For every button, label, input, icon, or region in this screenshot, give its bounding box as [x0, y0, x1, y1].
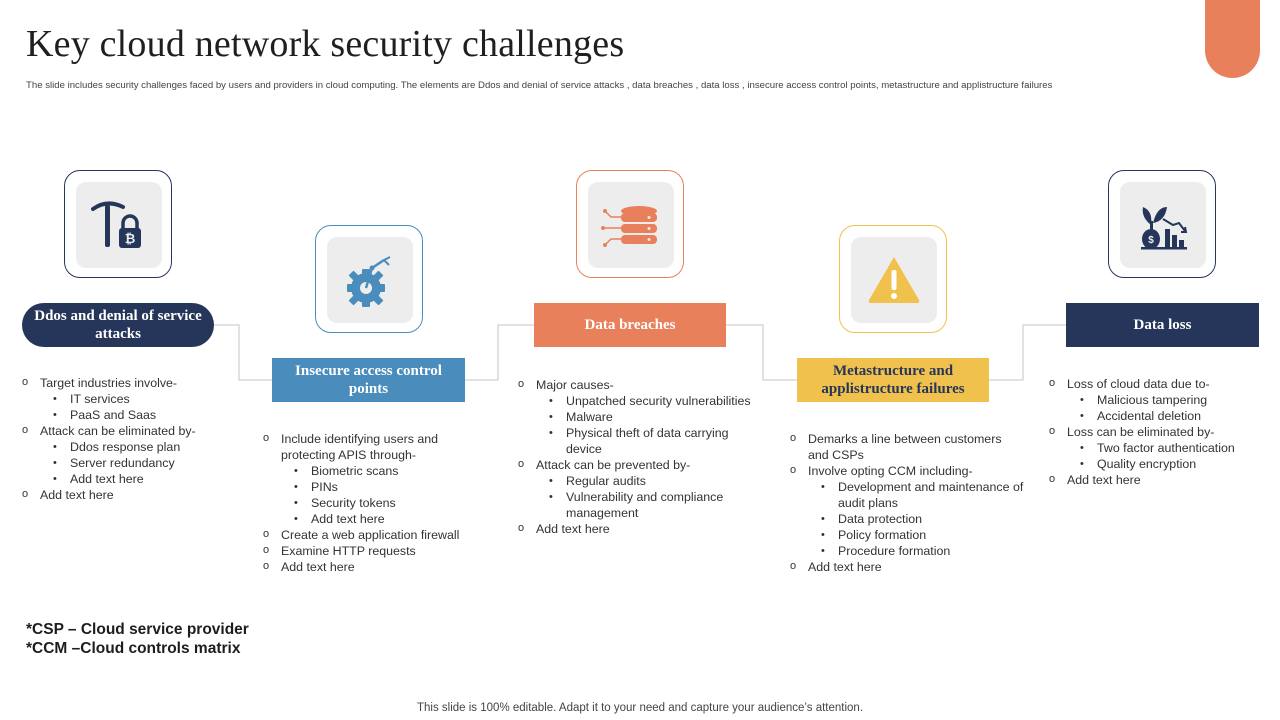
page-subtitle: The slide includes security challenges faced by users and providers in cloud computing. The elements are Ddos and denial of service attacks , data breaches , data loss , insecure access control points, metastructure and applistructure failures: [26, 80, 1053, 91]
list-subitem: • PINs: [281, 479, 483, 495]
footer-note: This slide is 100% editable. Adapt it to your need and capture your audience’s attention.: [416, 702, 864, 714]
label-data-loss: Data loss: [1066, 303, 1259, 347]
footnotes: [26, 620, 249, 658]
list-subitem: • Biometric scans: [281, 463, 483, 479]
ddos-icon-tile: [76, 182, 162, 268]
breach-icon-frame: [576, 170, 684, 278]
list-subitem: • Unpatched security vulnerabilities: [536, 393, 754, 409]
list-subitem: • IT services: [40, 391, 222, 407]
connector-3-4: [726, 325, 797, 380]
list-item: o Attack can be eliminated by- • Ddos response plan • Server redundancy • Add text here: [22, 423, 222, 487]
money-plant-decline-chart-icon: [1133, 195, 1193, 255]
gear-robot-arm-icon: [340, 250, 400, 310]
list-subitem: • Vulnerability and compliance management: [536, 489, 754, 521]
list-subitem: • Procedure formation: [808, 543, 1024, 559]
label-data-breaches: Data breaches: [534, 303, 726, 347]
data-loss-details: [1049, 376, 1264, 488]
list-item: o Add text here: [22, 487, 222, 503]
insecure-access-details: [263, 431, 483, 575]
page-title: Key cloud network security challenges: [26, 23, 625, 65]
list-subitem: • Security tokens: [281, 495, 483, 511]
ddos-details: [22, 375, 222, 503]
list-item: o Examine HTTP requests: [263, 543, 483, 559]
svg-text:₿: ₿: [124, 231, 136, 246]
pickaxe-lock-icon: [89, 195, 149, 255]
loss-icon-tile: [1120, 182, 1206, 268]
list-item: o Target industries involve- • IT services • PaaS and Saas: [22, 375, 222, 423]
list-subitem: • Development and maintenance of audit plans: [808, 479, 1024, 511]
list-subitem: • Regular audits: [536, 473, 754, 489]
list-subitem: • Server redundancy: [40, 455, 222, 471]
label-metastructure: Metastructure and applistructure failures: [797, 358, 989, 402]
database-network-icon: [599, 195, 663, 255]
list-subitem: • Add text here: [281, 511, 483, 527]
list-subitem: • Two factor authentication: [1067, 440, 1264, 456]
connector-1-2: [214, 325, 272, 380]
access-icon-frame: [315, 225, 423, 333]
list-item: o Major causes- • Unpatched security vulnerabilities • Malware • Physical theft of data carrying device: [518, 377, 754, 457]
footnote-csp: *CSP – Cloud service provider: [26, 621, 249, 638]
list-item: o Demarks a line between customers and CSPs: [790, 431, 1024, 463]
list-subitem: • PaaS and Saas: [40, 407, 222, 423]
metastructure-details: [790, 431, 1024, 575]
list-subitem: • Policy formation: [808, 527, 1024, 543]
list-item: o Add text here: [1049, 472, 1264, 488]
list-item: o Include identifying users and protecting APIS through- • Biometric scans • PINs • Security tokens • Add text here: [263, 431, 483, 527]
loss-icon-frame: [1108, 170, 1216, 278]
connector-4-5: [989, 325, 1066, 380]
list-item: o Attack can be prevented by- • Regular audits • Vulnerability and compliance management: [518, 457, 754, 521]
list-subitem: • Accidental deletion: [1067, 408, 1264, 424]
list-item: o Involve opting CCM including- • Development and maintenance of audit plans • Data protection • Policy formation • Procedure formation: [790, 463, 1024, 559]
failure-icon-frame: [839, 225, 947, 333]
list-subitem: • Malware: [536, 409, 754, 425]
label-insecure-access: Insecure access control points: [272, 358, 465, 402]
list-subitem: • Data protection: [808, 511, 1024, 527]
list-subitem: • Physical theft of data carrying device: [536, 425, 754, 457]
failure-icon-tile: [851, 237, 937, 323]
access-icon-tile: [327, 237, 413, 323]
list-item: o Create a web application firewall: [263, 527, 483, 543]
list-item: o Loss of cloud data due to- • Malicious tampering • Accidental deletion: [1049, 376, 1264, 424]
label-ddos: Ddos and denial of service attacks: [22, 303, 214, 347]
list-subitem: • Ddos response plan: [40, 439, 222, 455]
svg-text:$: $: [1148, 235, 1154, 246]
list-item: o Loss can be eliminated by- • Two factor authentication • Quality encryption: [1049, 424, 1264, 472]
connector-2-3: [465, 325, 534, 380]
breach-icon-tile: [588, 182, 674, 268]
data-breaches-details: [518, 377, 754, 537]
footnote-ccm: *CCM –Cloud controls matrix: [26, 640, 241, 657]
list-subitem: • Malicious tampering: [1067, 392, 1264, 408]
list-item: o Add text here: [790, 559, 1024, 575]
list-item: o Add text here: [263, 559, 483, 575]
list-item: o Add text here: [518, 521, 754, 537]
warning-icon: [864, 250, 924, 310]
list-subitem: • Add text here: [40, 471, 222, 487]
ddos-icon-frame: [64, 170, 172, 278]
list-subitem: • Quality encryption: [1067, 456, 1264, 472]
